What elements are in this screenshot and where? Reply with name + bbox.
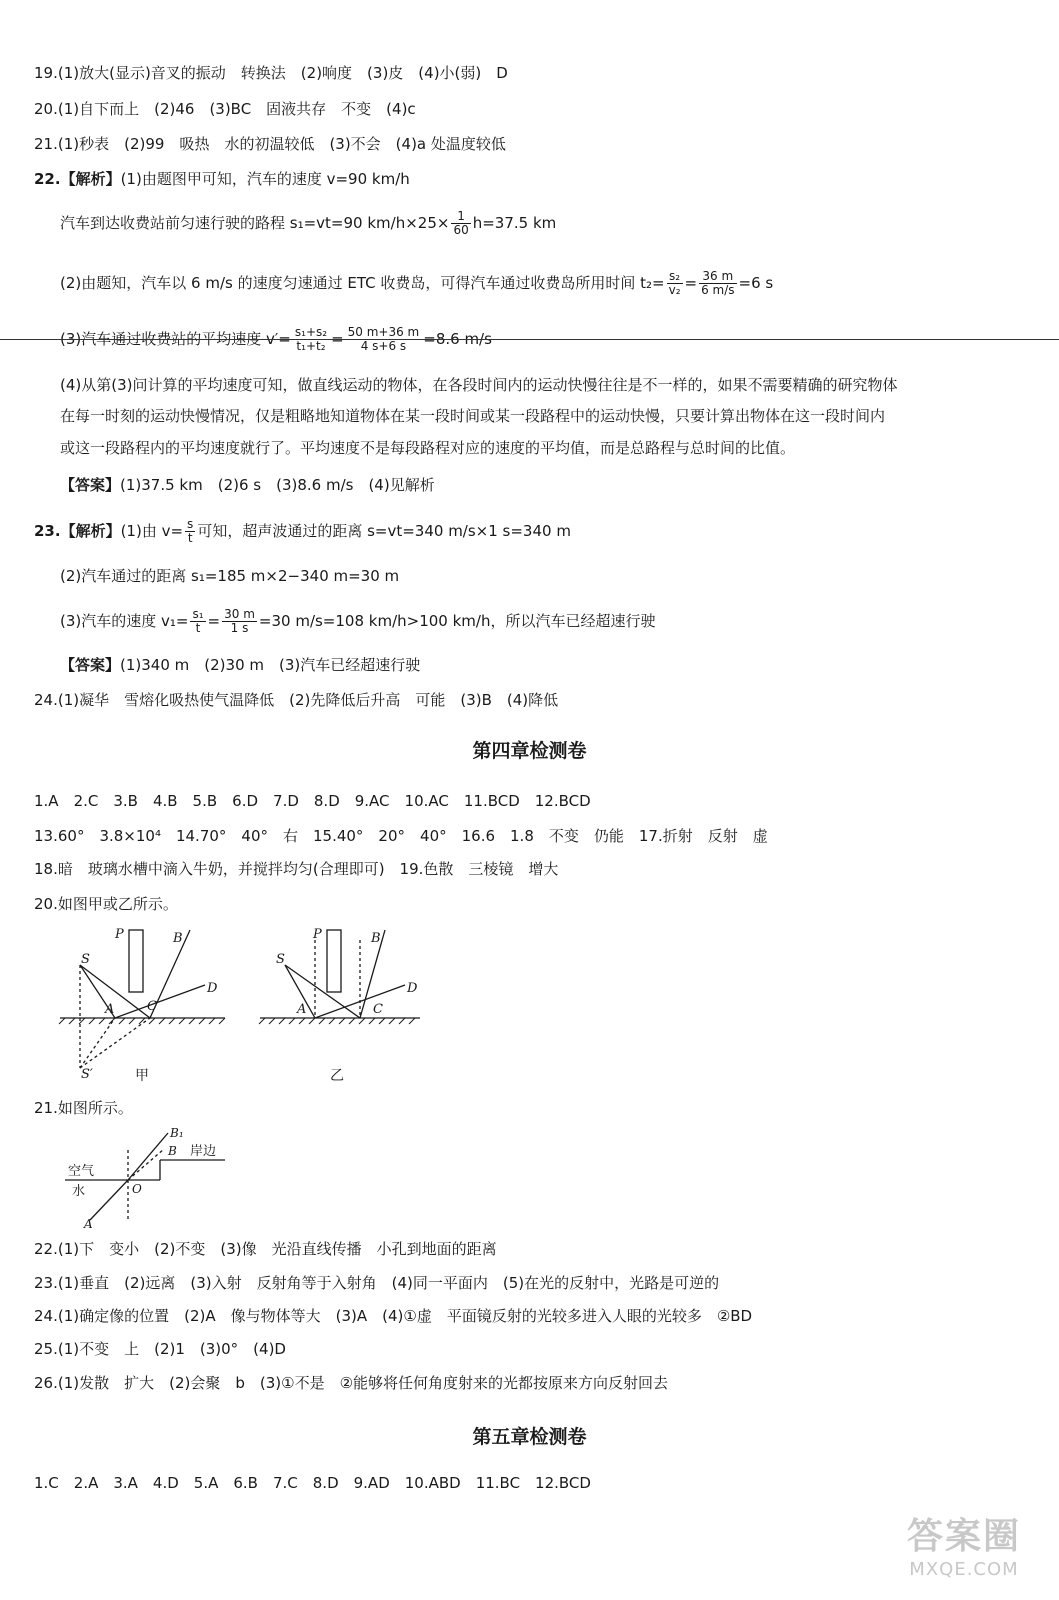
- denominator: 6 m/s: [701, 283, 735, 297]
- numerator: 50 m+36 m: [347, 325, 420, 339]
- label-s: S: [276, 952, 285, 967]
- label-c: C: [373, 1002, 383, 1017]
- label-b: B: [371, 931, 381, 946]
- scan-artifact-line: [0, 339, 1059, 340]
- text: (1)37.5 km (2)6 s (3)8.6 m/s (4)见解析: [120, 476, 435, 494]
- label-p: P: [115, 927, 124, 942]
- ch5-answers-1: 1.C 2.A 3.A 4.D 5.A 6.B 7.C 8.D 9.AD 10.ABD 11.BC 12.BCD: [34, 1474, 591, 1492]
- answer-22-answer: [60, 474, 435, 496]
- label-p: P: [313, 927, 322, 942]
- chapter-5-title: 第五章检测卷: [472, 1426, 587, 1448]
- text: 汽车到达收费站前匀速行驶的路程 s₁=vt=90 km/h×25×: [60, 214, 450, 232]
- answer-22-line-2: [60, 210, 556, 237]
- fraction: [667, 270, 683, 297]
- label-shore: 岸边: [190, 1144, 217, 1159]
- caption-jia: 甲: [135, 1068, 149, 1084]
- denominator: 60: [453, 223, 469, 237]
- ch4-answers-4: 20.如图甲或乙所示。: [34, 895, 178, 913]
- denominator: 4 s+6 s: [360, 339, 407, 353]
- label-a: A: [84, 1217, 93, 1230]
- label-s: S: [81, 952, 90, 967]
- numerator: 36 m: [699, 270, 736, 284]
- label-c: C: [147, 999, 157, 1014]
- fraction: [699, 270, 736, 297]
- label-b1: B₁: [170, 1126, 184, 1140]
- numerator: s₁: [192, 607, 204, 621]
- text: (3)汽车的速度 v₁=: [60, 612, 189, 630]
- answer-22-line-7: 或这一段路程内的平均速度就行了。平均速度不是每段路程对应的速度的平均值，而是总路程与总时间的比值。: [60, 439, 796, 457]
- ch4-answers-6: 22.(1)下 变小 (2)不变 (3)像 光沿直线传播 小孔到地面的距离: [34, 1240, 497, 1258]
- label-b: B: [168, 1144, 177, 1158]
- numerator: 30 m: [224, 607, 255, 621]
- answer-21: 21.(1)秒表 (2)99 吸热 水的初温较低 (3)不会 (4)a 处温度较低: [34, 135, 506, 153]
- text: h=37.5 km: [472, 214, 557, 232]
- ch4-answers-1: 1.A 2.C 3.B 4.B 5.B 6.D 7.D 8.D 9.AC 10.AC 11.BCD 12.BCD: [34, 792, 591, 810]
- answer-20: 20.(1)自下而上 (2)46 (3)BC 固液共存 不变 (4)c: [34, 100, 416, 118]
- fraction: [451, 210, 470, 237]
- answer-19: 19.(1)放大(显示)音叉的振动 转换法 (2)响度 (3)皮 (4)小(弱) D: [34, 64, 508, 82]
- ch4-answers-10: 26.(1)发散 扩大 (2)会聚 b (3)①不是 ②能够将任何角度射来的光都按原来方向反射回去: [34, 1374, 669, 1392]
- numerator: s₂: [667, 270, 683, 284]
- denominator: 1 s: [230, 621, 249, 635]
- equals: =: [331, 330, 344, 348]
- text: 可知，超声波通过的距离 s=vt=340 m/s×1 s=340 m: [197, 522, 571, 540]
- caption-yi: 乙: [330, 1068, 344, 1084]
- answer-tag: 【答案】: [60, 656, 121, 674]
- fraction: [190, 608, 205, 635]
- label-o: O: [132, 1182, 142, 1196]
- answer-23-line-3: [60, 608, 655, 635]
- ch4-answers-5: 21.如图所示。: [34, 1099, 133, 1117]
- answer-22-line-1: [34, 168, 410, 190]
- fraction: [222, 608, 257, 635]
- numerator: s: [187, 517, 194, 531]
- ch4-answers-9: 25.(1)不变 上 (2)1 (3)0° (4)D: [34, 1340, 286, 1358]
- answer-22-line-6: 在每一时刻的运动快慢情况，仅是粗略地知道物体在某一段时间或某一段路程中的运动快慢，只要计算出物体在这一段时间内: [60, 407, 886, 425]
- chapter-4-title: 第四章检测卷: [472, 740, 587, 762]
- label-a: A: [297, 1002, 307, 1017]
- text: =30 m/s=108 km/h>100 km/h，所以汽车已经超速行驶: [258, 612, 656, 630]
- denominator: v₂: [668, 283, 681, 297]
- fraction: [185, 518, 195, 545]
- answer-24: 24.(1)凝华 雪熔化吸热使气温降低 (2)先降低后升高 可能 (3)B (4)降低: [34, 691, 559, 709]
- denominator: t₁+t₂: [296, 339, 326, 353]
- analysis-tag: 22.【解析】: [34, 170, 121, 188]
- text: (1)由 v=: [120, 522, 184, 540]
- answer-tag: 【答案】: [60, 476, 121, 494]
- text: (1)由题图甲可知，汽车的速度 v=90 km/h: [120, 170, 410, 188]
- text: =8.6 m/s: [423, 330, 492, 348]
- answer-22-line-5: (4)从第(3)问计算的平均速度可知，做直线运动的物体，在各段时间内的运动快慢往往是不一样的，如果不需要精确的研究物体: [60, 376, 898, 394]
- text: =6 s: [738, 274, 774, 292]
- label-air: 空气: [68, 1164, 95, 1179]
- ch4-answers-7: 23.(1)垂直 (2)远离 (3)入射 反射角等于入射角 (4)同一平面内 (5)在光的反射中，光路是可逆的: [34, 1274, 720, 1292]
- denominator: t: [187, 531, 193, 545]
- answer-23-answer: [60, 654, 420, 676]
- label-a: A: [105, 1002, 115, 1017]
- label-d: D: [407, 981, 418, 996]
- watermark-text: 答案圈: [906, 1516, 1021, 1557]
- equals: =: [207, 612, 221, 630]
- numerator: s₁+s₂: [294, 325, 328, 339]
- answer-23-line-1: [34, 518, 571, 545]
- text: (2)由题知，汽车以 6 m/s 的速度匀速通过 ETC 收费岛，可得汽车通过收费岛所用时间 t₂=: [60, 274, 665, 292]
- label-b: B: [173, 931, 183, 946]
- ch4-answers-8: 24.(1)确定像的位置 (2)A 像与物体等大 (3)A (4)①虚 平面镜反射的光较多进入人眼的光较多 ②BD: [34, 1307, 753, 1325]
- watermark-url: MXQE.COM: [909, 1559, 1019, 1580]
- numerator: 1: [451, 210, 470, 224]
- ch4-answers-2: 13.60° 3.8×10⁴ 14.70° 40° 右 15.40° 20° 40° 16.6 1.8 不变 仍能 17.折射 反射 虚: [34, 827, 768, 845]
- answer-23-line-2: (2)汽车通过的距离 s₁=185 m×2−340 m=30 m: [60, 567, 400, 585]
- text: (3)汽车通过收费站的平均速度 v′=: [60, 330, 291, 348]
- label-water: 水: [72, 1184, 86, 1199]
- analysis-tag: 23.【解析】: [34, 522, 121, 540]
- answer-22-line-3: [60, 270, 773, 297]
- text: (1)340 m (2)30 m (3)汽车已经超速行驶: [120, 656, 421, 674]
- label-d: D: [207, 981, 218, 996]
- ch4-answers-3: 18.暗 玻璃水槽中滴入牛奶，并搅拌均匀(合理即可) 19.色散 三棱镜 增大: [34, 860, 559, 878]
- label-s-prime: S′: [81, 1067, 93, 1082]
- denominator: t: [195, 621, 201, 635]
- figure-21: [60, 1125, 240, 1230]
- figure-20: [55, 920, 435, 1090]
- watermark-logo: [889, 1515, 1039, 1590]
- equals: =: [684, 274, 698, 292]
